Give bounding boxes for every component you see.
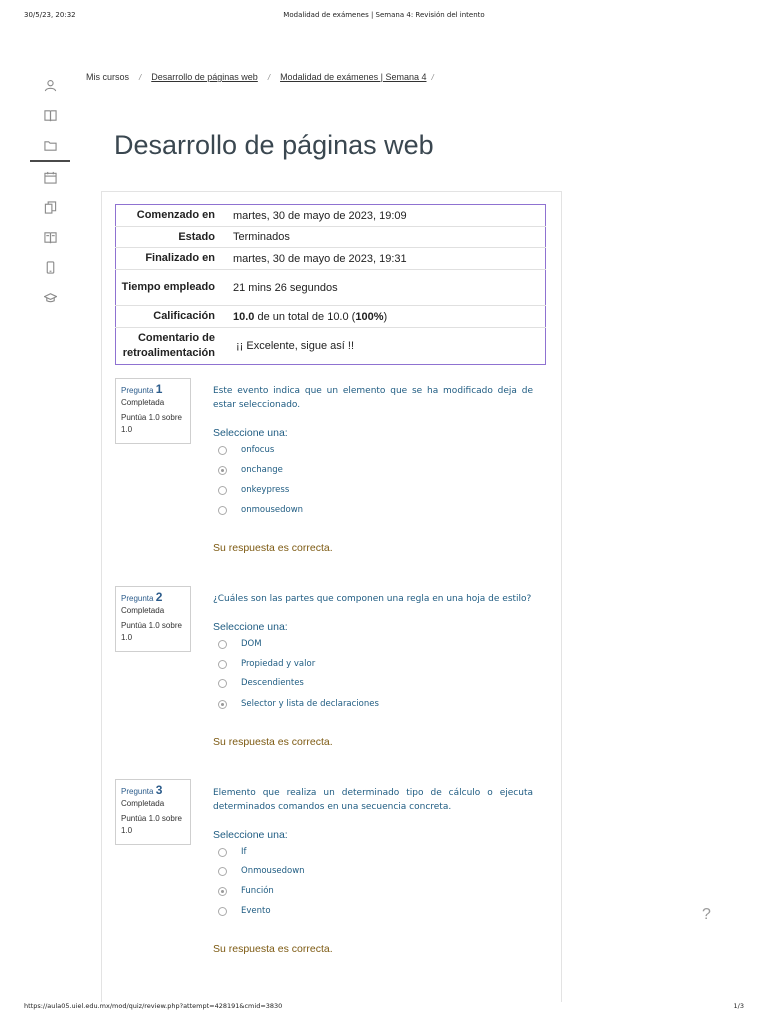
grade-percent: 100% — [355, 310, 384, 323]
book-icon[interactable] — [30, 100, 70, 130]
question-number: 2 — [155, 590, 163, 604]
print-url: https://aula05.uiel.edu.mx/mod/quiz/review.php?attempt=428191&cmid=3830 — [24, 1002, 283, 1010]
grade-score: 10.0 — [233, 310, 255, 323]
radio-button-checked[interactable] — [218, 887, 227, 896]
option-label: onmousedown — [241, 505, 304, 515]
grade-text-end: ) — [383, 310, 388, 323]
answer-option[interactable] — [218, 659, 315, 669]
radio-button[interactable] — [218, 907, 227, 916]
radio-button[interactable] — [218, 848, 227, 857]
summary-label: Finalizado en — [116, 248, 226, 270]
question-text: Elemento que realiza un determinado tipo de cálculo o ejecuta determinados comandos en una secuencia concreta. — [213, 788, 533, 812]
answer-prompt: Seleccione una: — [213, 427, 288, 439]
attempt-summary-table — [115, 204, 546, 365]
question-number: 1 — [155, 382, 163, 396]
copy-icon[interactable] — [30, 192, 70, 222]
answer-prompt: Seleccione una: — [213, 829, 288, 841]
grade-text: de un total de 10.0 ( — [254, 310, 356, 323]
question-info — [115, 779, 191, 845]
question-number: 3 — [155, 783, 163, 797]
user-icon[interactable] — [30, 70, 70, 100]
answer-option[interactable] — [218, 866, 305, 876]
option-label: If — [241, 847, 247, 857]
answer-option[interactable] — [218, 485, 289, 495]
radio-button[interactable] — [218, 679, 227, 688]
breadcrumb-course-link[interactable]: Desarrollo de páginas web — [151, 72, 258, 82]
question-mark: Puntúa 1.0 sobre 1.0 — [121, 621, 182, 642]
answer-option[interactable] — [218, 906, 271, 916]
breadcrumb-my-courses[interactable]: Mis cursos — [86, 72, 130, 82]
question-mark: Puntúa 1.0 sobre 1.0 — [121, 413, 182, 434]
answer-feedback: Su respuesta es correcta. — [213, 943, 333, 955]
summary-value: martes, 30 de mayo de 2023, 19:31 — [225, 248, 546, 270]
print-title: Modalidad de exámenes | Semana 4: Revisión del intento — [283, 11, 485, 19]
answer-feedback: Su respuesta es correcta. — [213, 542, 333, 554]
folder-icon[interactable] — [30, 130, 70, 162]
option-label: onfocus — [241, 445, 275, 455]
question-text: Este evento indica que un elemento que se ha modificado deja de estar seleccionado. — [213, 386, 533, 410]
option-label: onkeypress — [241, 485, 290, 495]
radio-button[interactable] — [218, 486, 227, 495]
summary-label: Comentario de retroalimentación — [116, 328, 226, 365]
radio-button-checked[interactable] — [218, 466, 227, 475]
question-status: Completada — [121, 398, 165, 407]
print-page-number: 1/3 — [733, 1002, 744, 1010]
calendar-icon[interactable] — [30, 162, 70, 192]
summary-value: Terminados — [225, 227, 546, 248]
option-label: onchange — [241, 465, 283, 475]
question-label: Pregunta — [121, 386, 154, 395]
radio-button[interactable] — [218, 506, 227, 515]
option-label: Descendientes — [241, 678, 304, 688]
answer-option[interactable] — [218, 886, 274, 896]
mobile-icon[interactable] — [30, 252, 70, 282]
answer-option[interactable] — [218, 465, 283, 475]
question-info — [115, 586, 191, 652]
question-label: Pregunta — [121, 594, 154, 603]
question-text: ¿Cuáles son las partes que componen una regla en una hoja de estilo? — [213, 594, 532, 604]
book-open-icon[interactable] — [30, 222, 70, 252]
answer-option[interactable] — [218, 678, 304, 688]
option-label: Selector y lista de declaraciones — [241, 699, 379, 709]
print-date: 30/5/23, 20:32 — [24, 11, 76, 19]
breadcrumb — [86, 72, 444, 82]
option-label: Onmousedown — [241, 866, 305, 876]
option-label: DOM — [241, 639, 262, 649]
option-label: Función — [241, 886, 274, 896]
radio-button-checked[interactable] — [218, 700, 227, 709]
answer-option[interactable] — [218, 847, 247, 857]
option-label: Evento — [241, 906, 271, 916]
summary-row-grade — [116, 306, 546, 328]
answer-option[interactable] — [218, 639, 262, 649]
summary-label: Comenzado en — [136, 209, 215, 221]
answer-prompt: Seleccione una: — [213, 621, 288, 633]
radio-button[interactable] — [218, 640, 227, 649]
page-title: Desarrollo de páginas web — [114, 130, 434, 160]
answer-option[interactable] — [218, 505, 303, 515]
question-info — [115, 378, 191, 444]
breadcrumb-separator: / — [267, 72, 271, 82]
summary-value: ¡¡ Excelente, sigue así !! — [225, 328, 546, 365]
summary-value — [225, 306, 546, 328]
question-mark: Puntúa 1.0 sobre 1.0 — [121, 814, 182, 835]
breadcrumb-separator: / — [139, 72, 142, 82]
radio-button[interactable] — [218, 660, 227, 669]
answer-option[interactable] — [218, 445, 274, 455]
sidebar-nav — [30, 70, 70, 312]
graduation-cap-icon[interactable] — [30, 282, 70, 312]
summary-value: martes, 30 de mayo de 2023, 19:09 — [233, 209, 407, 222]
summary-row-finished — [116, 248, 546, 270]
answer-feedback: Su respuesta es correcta. — [213, 736, 333, 748]
question-status: Completada — [121, 606, 165, 615]
summary-row-started — [116, 205, 546, 227]
radio-button[interactable] — [218, 446, 227, 455]
summary-row-time — [116, 270, 546, 306]
summary-label: Calificación — [116, 306, 226, 328]
summary-label: Estado — [116, 227, 226, 248]
summary-row-state — [116, 227, 546, 248]
question-status: Completada — [121, 799, 165, 808]
summary-value: 21 mins 26 segundos — [225, 270, 546, 306]
breadcrumb-separator: / — [431, 72, 434, 82]
option-label: Propiedad y valor — [241, 659, 316, 669]
answer-option[interactable] — [218, 699, 379, 709]
breadcrumb-section-link[interactable]: Modalidad de exámenes | Semana 4 — [280, 72, 427, 82]
summary-label: Tiempo empleado — [116, 270, 226, 306]
question-label: Pregunta — [121, 787, 154, 796]
help-button[interactable]: ? — [702, 906, 711, 923]
radio-button[interactable] — [218, 867, 227, 876]
summary-row-comment — [116, 328, 546, 365]
